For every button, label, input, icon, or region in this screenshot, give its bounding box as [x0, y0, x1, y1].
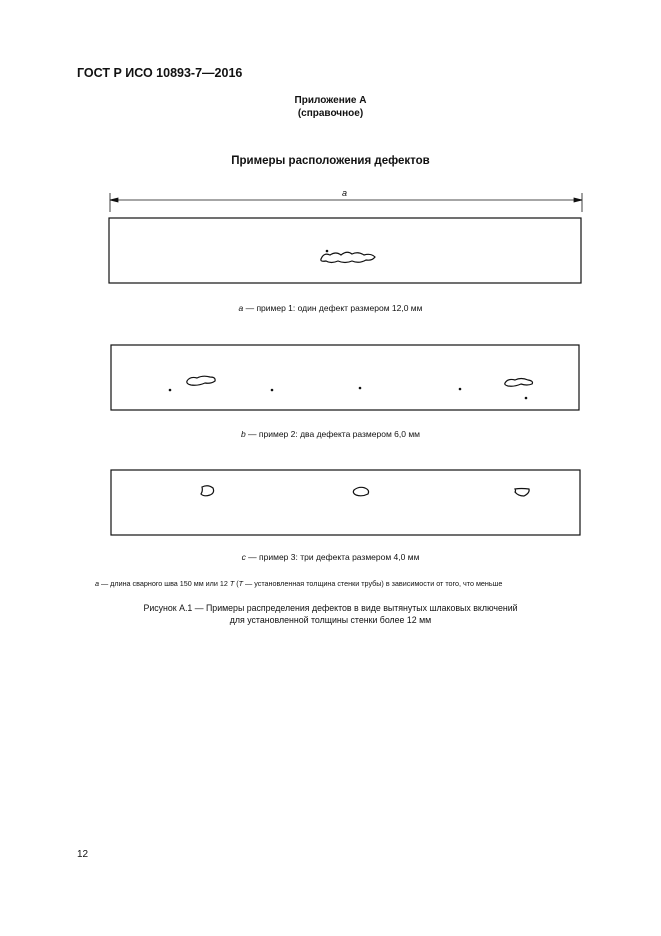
figure-title-line-2: для установленной толщины стенки более 12 мм [229, 615, 432, 625]
example-3-text: — пример 3: три дефекта размером 4,0 мм [245, 552, 420, 562]
section-title: Примеры расположения дефектов [231, 155, 430, 167]
example-2-caption [0, 429, 661, 439]
example-3-caption [0, 552, 661, 562]
note-part-3: — установленная толщина стенки трубы) в зависимости от того, что меньше [243, 579, 503, 588]
annex-subtitle: (справочное) [297, 108, 364, 119]
defects-example-2 [169, 376, 533, 399]
note-t-1: T [229, 579, 235, 588]
example-2-text: — пример 2: два дефекта размером 6,0 мм [245, 429, 421, 439]
note-t-2: T [238, 579, 244, 588]
weld-strip-1 [109, 218, 581, 283]
example-1-text: — пример 1: один дефект размером 12,0 мм [243, 303, 423, 313]
example-1-letter: a [238, 303, 244, 313]
example-1-caption [0, 303, 661, 313]
weld-strip-2 [111, 345, 579, 410]
weld-strip-3 [111, 470, 580, 535]
defect-1-elongated [321, 250, 375, 263]
figure-note [95, 579, 502, 588]
figure-title-line-1: Рисунок А.1 — Примеры распределения дефектов в виде вытянутых шлаковых включений [143, 603, 518, 613]
example-3-letter: c [241, 552, 246, 562]
annex-title: Приложение А [294, 95, 367, 106]
document-code: ГОСТ Р ИСО 10893-7—2016 [77, 66, 243, 80]
dimension-label: a [342, 188, 348, 198]
note-part-2: ( [234, 579, 239, 588]
page-number: 12 [77, 849, 89, 860]
defects-example-3 [201, 486, 529, 496]
note-part-1: — длина сварного шва 150 мм или 12 [99, 579, 230, 588]
example-2-letter: b [240, 429, 246, 439]
note-letter: a [95, 579, 99, 588]
